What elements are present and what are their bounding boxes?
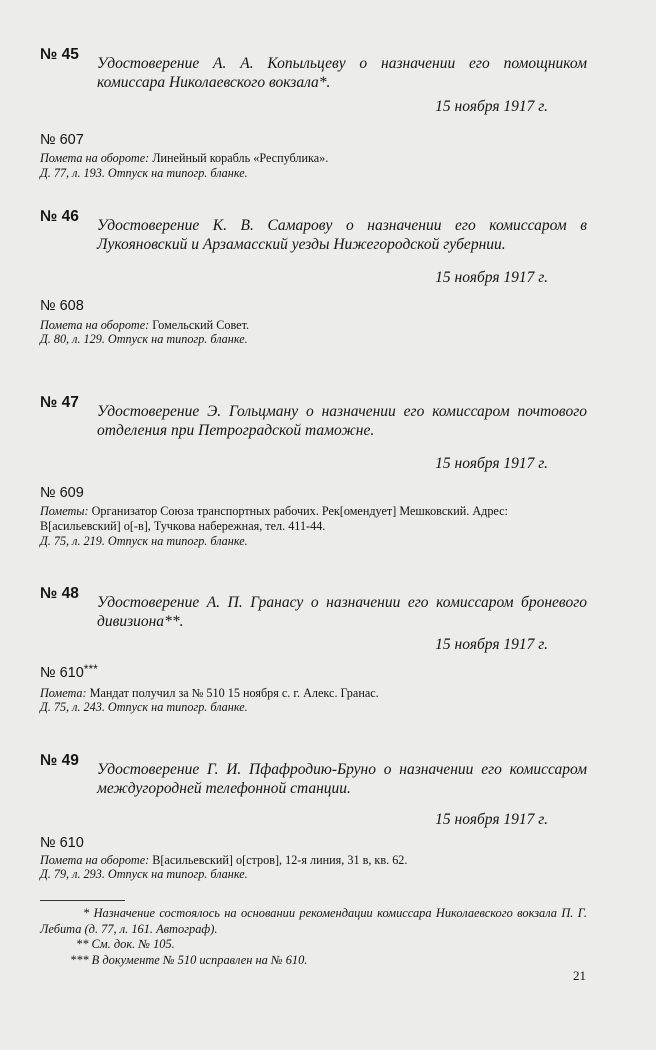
document-title-text: Удостоверение К. В. Самарову о назначении его комиссаром в Лукояновский и Арзамасский уезды Нижегородской губернии. bbox=[97, 217, 587, 253]
document-title-text: Удостоверение А. А. Копыльцеву о назначении его помощником комиссара Николаевского вокзала bbox=[97, 55, 587, 91]
note-text: Линейный корабль «Республика». bbox=[149, 151, 329, 165]
footnote-mark: ** bbox=[164, 613, 180, 630]
note-lead: Пометы: bbox=[40, 504, 89, 518]
document-title bbox=[97, 216, 587, 254]
note-text: Мандат получил за № 510 15 ноября с. г. Алекс. Гранас. bbox=[86, 686, 379, 700]
document-title-text: Удостоверение Э. Гольцману о назначении его комиссаром почтового отделения при Петроградской таможне. bbox=[97, 403, 587, 439]
document-number: № 46 bbox=[40, 208, 79, 225]
document-note bbox=[40, 318, 570, 333]
archive-reference: Д. 75, л. 219. Отпуск на типогр. бланке. bbox=[40, 534, 248, 548]
title-end: . bbox=[326, 74, 331, 91]
reference-number: № 607 bbox=[40, 132, 84, 148]
footnote-1: * Назначение состоялось на основании рекомендации комиссара Николаевского вокзала П. Г. Лебита (д. 77, л. 161. Автограф). bbox=[40, 906, 587, 936]
document-note bbox=[40, 151, 570, 166]
reference-number: № 610 bbox=[40, 835, 84, 851]
archive-reference: Д. 77, л. 193. Отпуск на типогр. бланке. bbox=[40, 166, 248, 180]
note-lead: Помета на обороте: bbox=[40, 853, 150, 867]
page-number: 21 bbox=[573, 968, 586, 983]
archive-reference: Д. 75, л. 243. Отпуск на типогр. бланке. bbox=[40, 700, 248, 714]
archive-reference: Д. 79, л. 293. Отпуск на типогр. бланке. bbox=[40, 867, 248, 881]
document-note bbox=[40, 504, 570, 534]
document-note bbox=[40, 853, 570, 868]
document-date: 15 ноября 1917 г. bbox=[435, 636, 548, 653]
title-end: . bbox=[179, 613, 184, 630]
document-reference bbox=[40, 129, 84, 148]
footnote-divider bbox=[40, 900, 125, 901]
document-date: 15 ноября 1917 г. bbox=[435, 98, 548, 115]
document-number: № 47 bbox=[40, 394, 79, 411]
note-lead: Помета на обороте: bbox=[40, 151, 150, 165]
note-text: Гомельский Совет. bbox=[149, 318, 250, 332]
reference-number: № 609 bbox=[40, 485, 84, 501]
note-text: В[асильевский] о[стров], 12-я линия, 31 в, кв. 62. bbox=[149, 853, 408, 867]
document-number: № 49 bbox=[40, 752, 79, 769]
document-title-text: Удостоверение Г. И. Пфафродию-Бруно о назначении его комиссаром междугородней телефонной станции. bbox=[97, 761, 587, 797]
document-title bbox=[97, 593, 587, 631]
footnotes bbox=[40, 906, 587, 968]
document-reference bbox=[40, 662, 98, 681]
note-lead: Помета на обороте: bbox=[40, 318, 150, 332]
document-reference bbox=[40, 482, 84, 501]
archive-reference: Д. 80, л. 129. Отпуск на типогр. бланке. bbox=[40, 332, 248, 346]
reference-number: № 608 bbox=[40, 298, 84, 314]
document-number: № 48 bbox=[40, 585, 79, 602]
footnote-3: *** В документе № 510 исправлен на № 610. bbox=[70, 952, 308, 967]
document-reference bbox=[40, 832, 84, 851]
reference-mark: *** bbox=[83, 662, 98, 676]
note-lead: Помета: bbox=[40, 686, 87, 700]
document-title bbox=[97, 402, 587, 440]
reference-number: № 610 bbox=[40, 665, 84, 681]
document-title bbox=[97, 54, 587, 92]
document-date: 15 ноября 1917 г. bbox=[435, 269, 548, 286]
document-date: 15 ноября 1917 г. bbox=[435, 811, 548, 828]
document-title-text: Удостоверение А. П. Гранасу о назначении его комиссаром броневого дивизиона bbox=[97, 594, 587, 630]
document-date: 15 ноября 1917 г. bbox=[435, 455, 548, 472]
document-title bbox=[97, 760, 587, 798]
footnote-mark: * bbox=[318, 74, 327, 91]
footnote-2: ** См. док. № 105. bbox=[76, 937, 175, 951]
note-text: Организатор Союза транспортных рабочих. Рек[омендует] Мешковский. Адрес: В[асильевский] о[-в], Тучкова набережная, тел. 411-44. bbox=[40, 504, 508, 533]
document-number: № 45 bbox=[40, 46, 79, 63]
document-note bbox=[40, 686, 570, 701]
document-reference bbox=[40, 295, 84, 314]
